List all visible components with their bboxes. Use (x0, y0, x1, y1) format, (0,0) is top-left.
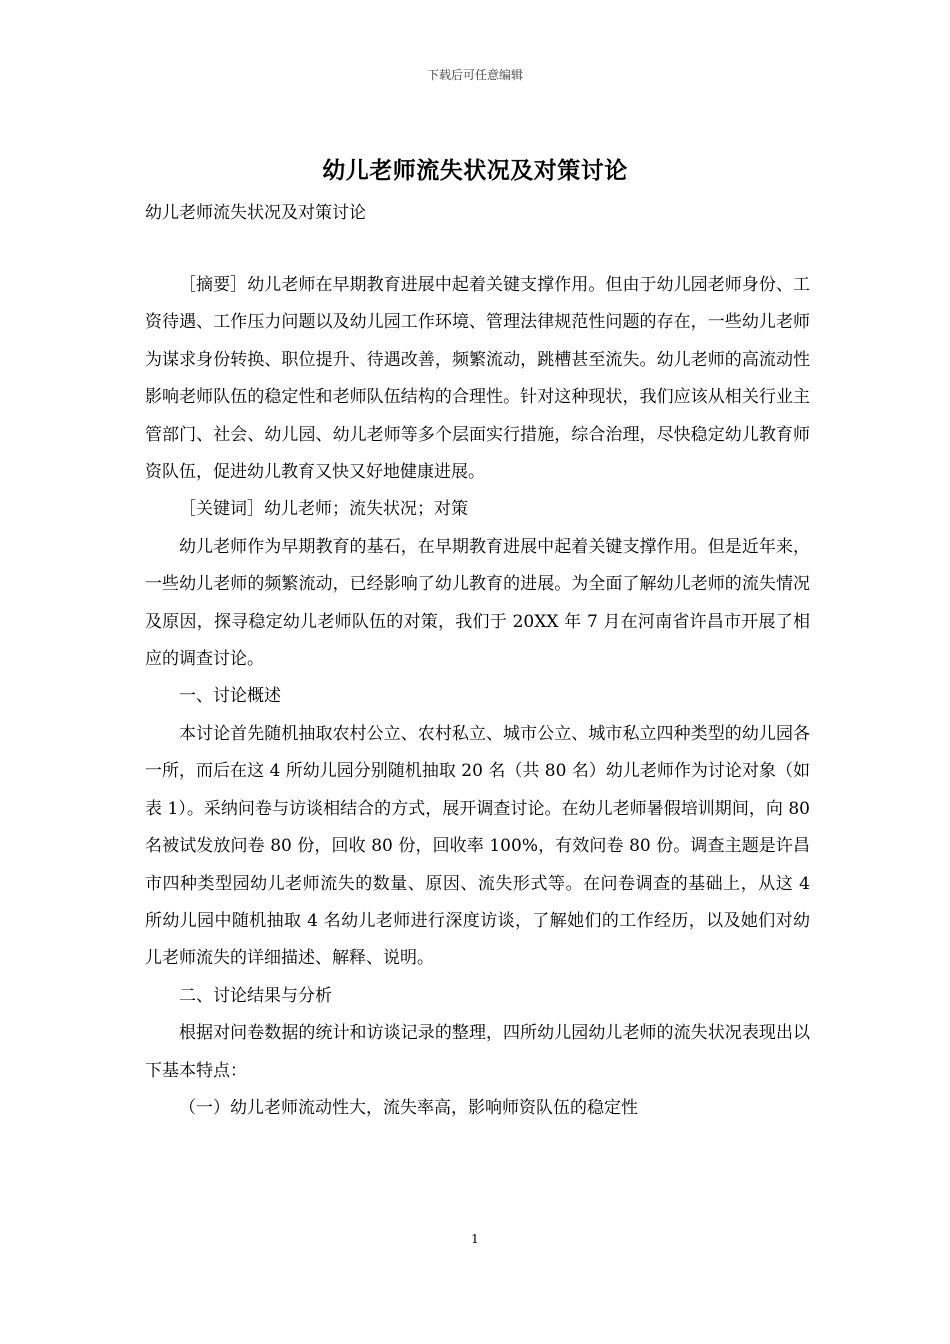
document-title: 幼儿老师流失状况及对策讨论 (322, 157, 628, 184)
abstract-paragraph: ［摘要］幼儿老师在早期教育进展中起着关键支撑作用。但由于幼儿园老师身份、工资待遇、工作压力问题以及幼儿园工作环境、管理法律规范性问题的存在，一些幼儿老师为谋求身份转换、职位提升、待遇改善，频繁流动，跳槽甚至流失。幼儿老师的高流动性影响老师队伍的稳定性和老师队伍结构的合理性。针对这种现状，我们应该从相关行业主管部门、社会、幼儿园、幼儿老师等多个层面实行措施，综合治理，尽快稳定幼儿教育师资队伍，促进幼儿教育又快又好地健康进展。 (145, 275, 810, 483)
header-note: 下载后可任意编辑 (426, 68, 523, 82)
document-body (145, 267, 810, 1127)
section-heading-2: 二、讨论结果与分析 (179, 985, 332, 1006)
intro-paragraph: 幼儿老师作为早期教育的基石，在早期教育进展中起着关键支撑作用。但是近年来，一些幼儿老师的频繁流动，已经影响了幼儿教育的进展。为全面了解幼儿老师的流失情况及原因，探寻稳定幼儿老师队伍的对策，我们于 20XX 年 7 月在河南省许昌市开展了相应的调查讨论。 (145, 536, 810, 670)
subsection-heading-1: （一）幼儿老师流动性大，流失率高，影响师资队伍的稳定性 (179, 1097, 638, 1118)
overview-paragraph: 本讨论首先随机抽取农村公立、农村私立、城市公立、城市私立四种类型的幼儿园各一所，而后在这 4 所幼儿园分别随机抽取 20 名（共 80 名）幼儿老师作为讨论对象（如表 1）。采纳问卷与访谈相结合的方式，展开调查讨论。在幼儿老师暑假培训期间，向 80 名被试发放问卷 80 份，回收 80 份，回收率 100%，有效问卷 80 份。调查主题是许昌市四种类型园幼儿老师流失的数量、原因、流失形式等。在问卷调查的基础上，从这 4 所幼儿园中随机抽取 4 名幼儿老师进行深度访谈，了解她们的工作经历，以及她们对幼儿老师流失的详细描述、解释、说明。 (145, 723, 810, 969)
page-number: 1 (471, 1232, 479, 1246)
results-paragraph: 根据对问卷数据的统计和访谈记录的整理，四所幼儿园幼儿老师的流失状况表现出以下基本特点： (145, 1023, 810, 1081)
section-heading-1: 一、讨论概述 (179, 686, 281, 707)
document-subtitle: 幼儿老师流失状况及对策讨论 (145, 203, 366, 223)
keywords-paragraph: ［关键词］幼儿老师；流失状况；对策 (179, 499, 468, 520)
